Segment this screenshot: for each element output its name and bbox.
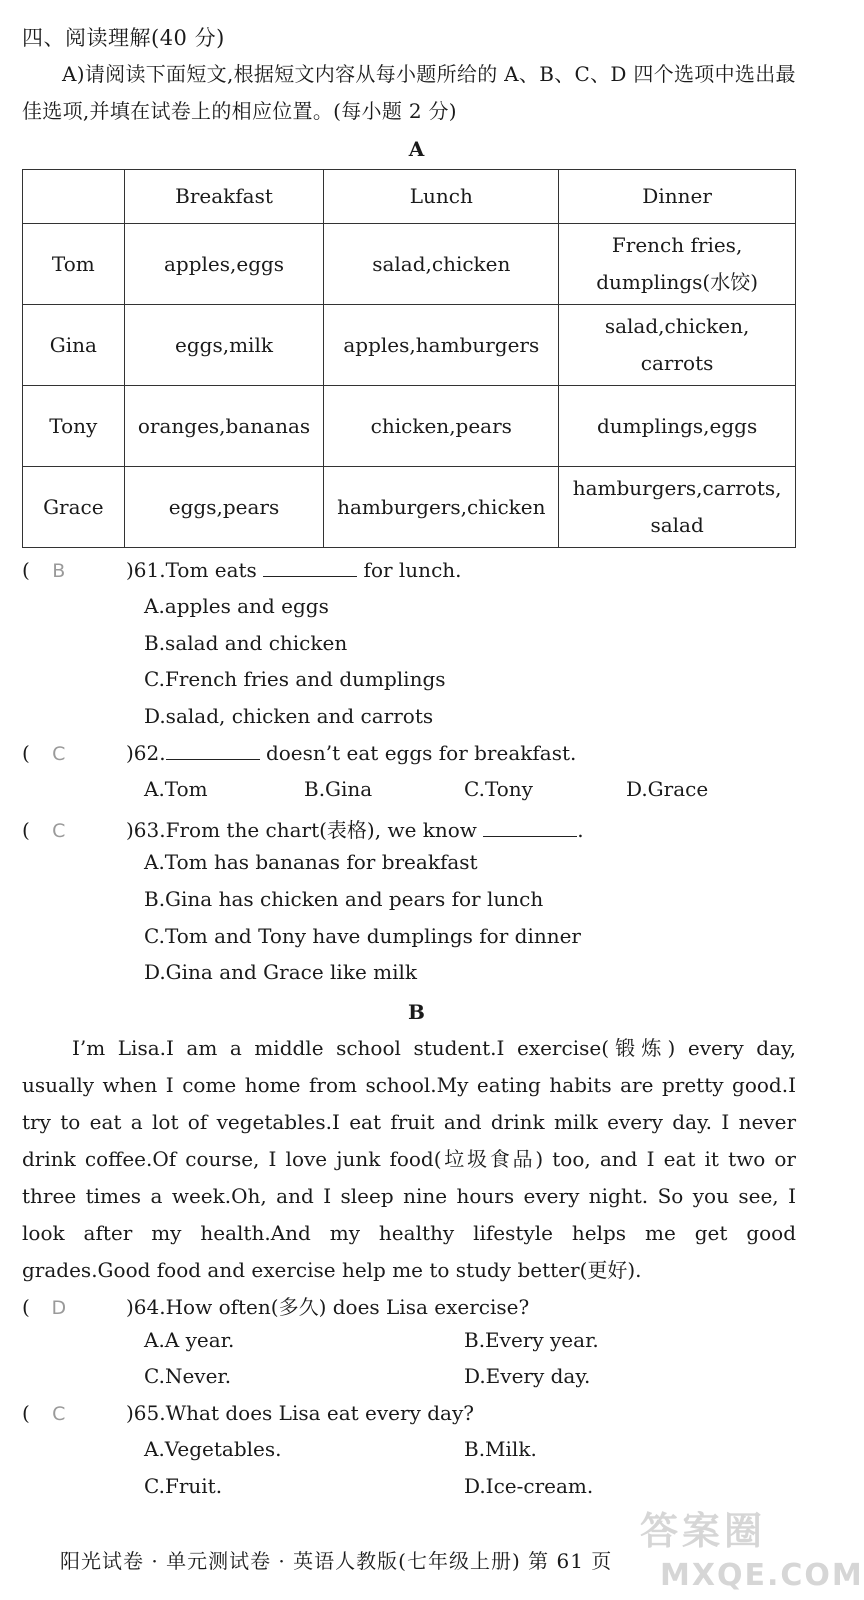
question-stem: )65.What does Lisa eat every day?	[126, 1401, 474, 1425]
dinner-line: salad	[650, 513, 704, 537]
table-row	[23, 386, 796, 467]
question-stem-end: doesn’t eat eggs for breakfast.	[259, 741, 577, 765]
dinner-line: dumplings(水饺)	[596, 270, 758, 294]
question-62: ( C )62. doesn’t eat eggs for breakfast.	[22, 741, 577, 765]
person-name: Tony	[23, 386, 125, 467]
option-a: A.Tom	[144, 777, 208, 801]
dinner-cell	[559, 224, 796, 305]
answer-blank	[263, 558, 357, 577]
option-b: B.Milk.	[464, 1437, 537, 1461]
option-c: C.Fruit.	[144, 1474, 223, 1498]
option-d: D.Grace	[626, 777, 709, 801]
dinner-line: carrots	[640, 351, 714, 375]
answer-mark: C	[52, 1403, 66, 1425]
person-name: Tom	[23, 224, 125, 305]
instructions: A)请阅读下面短文,根据短文内容从每小题所给的 A、B、C、D 四个选项中选出最佳选项,并填在试卷上的相应位置。(每小题 2 分)	[22, 62, 796, 123]
breakfast-cell: oranges,bananas	[124, 386, 324, 467]
option-a: A.A year.	[144, 1328, 235, 1352]
question-stem: )63.From the chart(表格), we know	[126, 818, 484, 842]
question-stem: )62.	[126, 741, 166, 765]
option-a: A.Tom has bananas for breakfast	[144, 850, 478, 874]
person-name: Gina	[23, 305, 125, 386]
table-header-cell: Breakfast	[124, 170, 324, 224]
question-63: ( C )63.From the chart(表格), we know .	[22, 818, 584, 842]
watermark	[640, 1500, 864, 1598]
answer-mark: B	[52, 560, 66, 582]
option-d: D.Every day.	[464, 1364, 591, 1388]
table-row	[23, 224, 796, 305]
dinner-line: hamburgers,carrots,	[572, 476, 782, 500]
dinner-line: salad,chicken,	[604, 314, 750, 338]
option-c: C.Tony	[464, 777, 533, 801]
table-header-cell: Dinner	[559, 170, 796, 224]
dinner-cell: dumplings,eggs	[559, 386, 796, 467]
watermark-url: MXQE.COM	[660, 1558, 864, 1593]
breakfast-cell: eggs,milk	[124, 305, 324, 386]
section-title: 四、阅读理解(40 分)	[22, 26, 225, 50]
dinner-cell	[559, 467, 796, 548]
option-b: B.salad and chicken	[144, 631, 348, 655]
lunch-cell: salad,chicken	[324, 224, 559, 305]
passage-b-label: B	[408, 1000, 425, 1024]
table-header-row	[23, 170, 796, 224]
person-name: Grace	[23, 467, 125, 548]
table-row	[23, 305, 796, 386]
watermark-logo-text: 答案圈	[640, 1509, 767, 1553]
option-d: D.Gina and Grace like milk	[144, 960, 418, 984]
lunch-cell: hamburgers,chicken	[324, 467, 559, 548]
option-a: A.apples and eggs	[144, 594, 329, 618]
passage-b-text: I’m Lisa.I am a middle school student.I exercise(锻炼) every day, usually when I come home from school.My eating habits are pretty good.I try to eat a lot of vegetables.I eat fruit and drink milk every day. I never drink coffee.Of course, I love junk food(垃圾食品) too, and I eat it two or three times a week.Oh, and I sleep nine hours every night. So you see, I look after my health.And my healthy lifestyle helps me get good grades.Good food and exercise help me to study better(更好).	[22, 1036, 796, 1282]
breakfast-cell: eggs,pears	[124, 467, 324, 548]
question-stem: )64.How often(多久) does Lisa exercise?	[126, 1295, 530, 1319]
option-b: B.Gina has chicken and pears for lunch	[144, 887, 544, 911]
answer-blank	[166, 741, 260, 760]
dinner-cell	[559, 305, 796, 386]
lunch-cell: apples,hamburgers	[324, 305, 559, 386]
question-64: ( D )64.How often(多久) does Lisa exercise?	[22, 1295, 530, 1319]
question-stem: )61.Tom eats	[126, 558, 264, 582]
option-d: D.salad, chicken and carrots	[144, 704, 434, 728]
table-row	[23, 467, 796, 548]
answer-mark: D	[51, 1297, 67, 1319]
option-b: B.Every year.	[464, 1328, 599, 1352]
breakfast-cell: apples,eggs	[124, 224, 324, 305]
question-65: ( C )65.What does Lisa eat every day?	[22, 1401, 474, 1425]
table-header-cell	[23, 170, 125, 224]
option-b: B.Gina	[304, 777, 373, 801]
question-stem-end: for lunch.	[357, 558, 462, 582]
passage-a-label: A	[408, 137, 425, 161]
dinner-line: French fries,	[611, 233, 743, 257]
answer-blank	[483, 818, 577, 837]
option-c: C.Tom and Tony have dumplings for dinner	[144, 924, 581, 948]
question-stem-end: .	[577, 818, 584, 842]
meal-table	[22, 169, 796, 548]
page-footer: 阳光试卷 · 单元测试卷 · 英语人教版(七年级上册) 第 61 页	[60, 1549, 613, 1573]
option-c: C.Never.	[144, 1364, 232, 1388]
lunch-cell: chicken,pears	[324, 386, 559, 467]
option-a: A.Vegetables.	[144, 1437, 282, 1461]
option-d: D.Ice-cream.	[464, 1474, 594, 1498]
table-header-cell: Lunch	[324, 170, 559, 224]
answer-mark: C	[52, 743, 66, 765]
answer-mark: C	[52, 820, 66, 842]
question-61: ( B )61.Tom eats for lunch.	[22, 558, 462, 582]
option-c: C.French fries and dumplings	[144, 667, 446, 691]
